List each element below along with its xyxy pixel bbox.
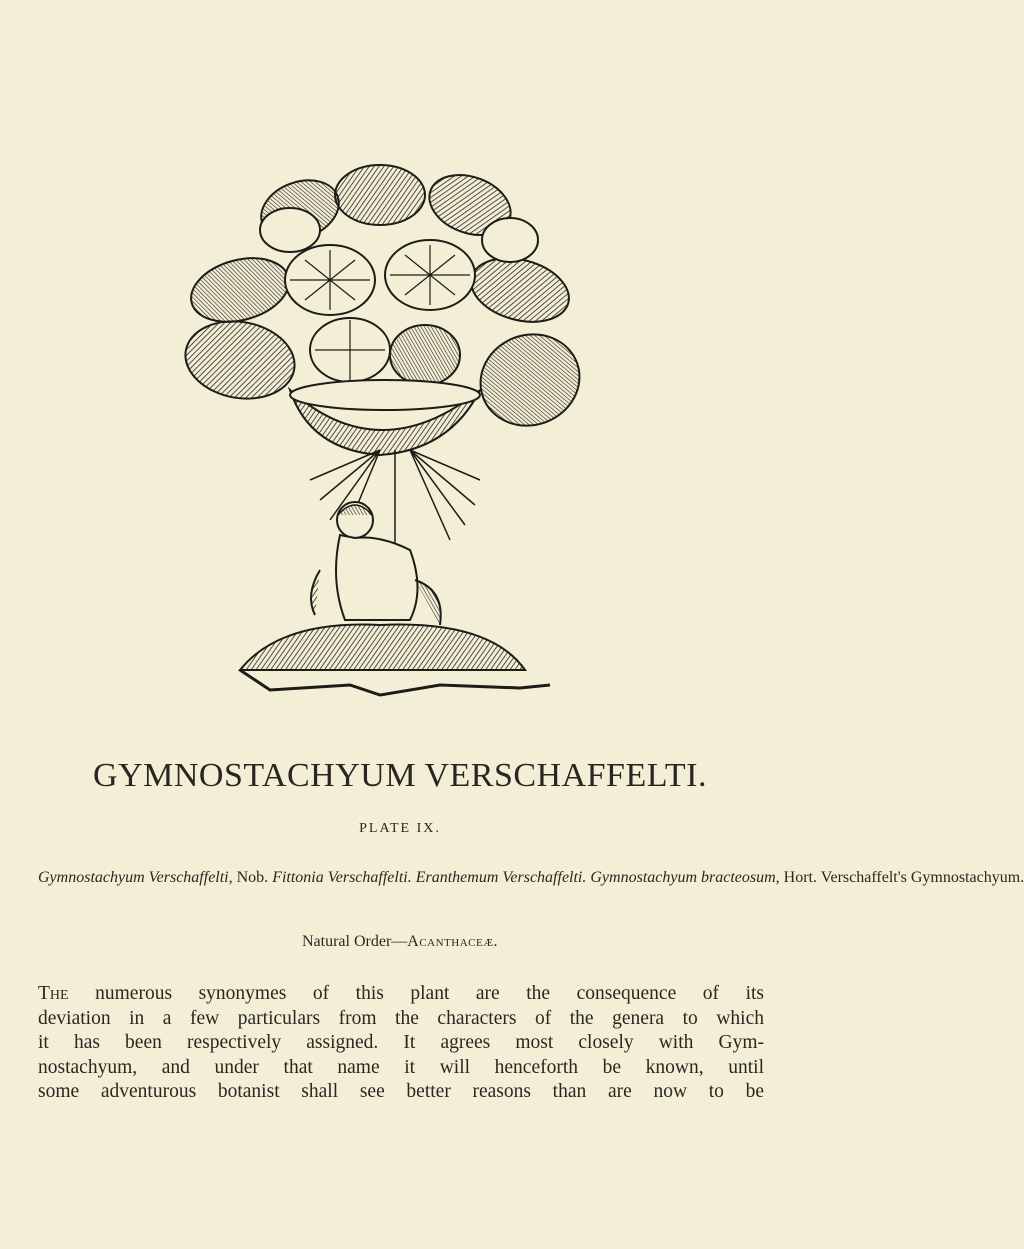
natural-order-family: Acanthaceæ. [407,933,499,950]
synonym-1: Gymnostachyum Verschaffelti, [38,869,233,886]
body-lead-word: The [38,983,69,1004]
synonyms-paragraph [38,867,1024,889]
plate-title: GYMNOSTACHYUM VERSCHAFFELTI. [93,757,707,794]
natural-order-line [0,933,800,951]
body-line-1: numerous synonymes of this plant are the consequence of its [68,983,764,1004]
plant-engraving-illustration [180,150,580,700]
body-line-5: some adventurous botanist shall see better reasons than are now to be [38,1081,764,1102]
synonym-2: Fittonia Verschaffelti. [272,869,412,886]
body-line-3: it has been respectively assigned. It agrees most closely with Gym- [38,1032,764,1053]
body-line-2: deviation in a few particulars from the characters of the genera to which [38,1007,764,1029]
synonym-3: Eranthemum Verschaffelti. [415,869,587,886]
body-line-4: nostachyum, and under that name it will henceforth be known, until [38,1056,764,1078]
natural-order-prefix: Natural Order— [301,933,408,950]
synonym-1-authority: Nob. [232,869,273,886]
synonym-4: Gymnostachyum bracteosum, [590,869,780,886]
synonym-4-authority: Hort. Verschaffelt's Gymnostachyum. [779,869,1024,886]
body-paragraph [38,982,764,1105]
plate-number: PLATE IX. [359,821,441,836]
